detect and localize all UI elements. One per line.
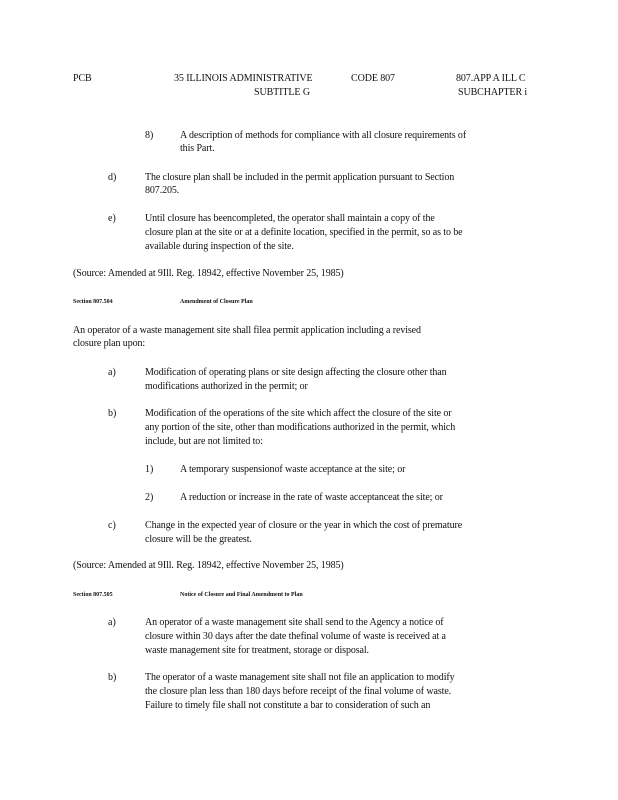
item-b-line: Failure to timely file shall not constitute a bar to consideration of such an xyxy=(145,700,431,711)
item-c-marker: c) xyxy=(108,520,116,531)
item-b-line: include, but are not limited to: xyxy=(145,436,263,447)
item-b-line: Modification of the operations of the site which affect the closure of the site or xyxy=(145,408,452,419)
item-8-line: this Part. xyxy=(180,143,215,154)
item-b1-marker: 1) xyxy=(145,464,154,475)
header-right-part: 807.APP A ILL C xyxy=(456,73,526,84)
item-b2-line: A reduction or increase in the rate of waste acceptanceat the site; or xyxy=(180,492,443,503)
item-a-line: closure within 30 days after the date thefinal volume of waste is received at a xyxy=(145,631,446,642)
item-8-line: A description of methods for compliance with all closure requirements of xyxy=(180,130,467,141)
item-b-line: any portion of the site, other than modifications authorized in the permit, which xyxy=(145,422,456,433)
item-a-line: An operator of a waste management site shall send to the Agency a notice of xyxy=(145,617,444,628)
section-title: Notice of Closure and Final Amendment to Plan xyxy=(180,592,303,598)
item-b-line: The operator of a waste management site shall not file an application to modify xyxy=(145,672,455,683)
item-b-line: the closure plan less than 180 days before receipt of the final volume of waste. xyxy=(145,686,452,697)
section-number: Section 807.504 xyxy=(73,299,113,305)
intro-line: closure plan upon: xyxy=(73,338,146,349)
item-d-line: 807.205. xyxy=(145,185,180,196)
section-title: Amendment of Closure Plan xyxy=(180,299,253,305)
item-e-line: closure plan at the site or at a definite location, specified in the permit, so as to be xyxy=(145,227,463,238)
source-note: (Source: Amended at 9Ill. Reg. 18942, effective November 25, 1985) xyxy=(73,560,344,571)
item-b-marker: b) xyxy=(108,408,117,419)
header-subtitle: SUBTITLE G xyxy=(254,87,310,98)
header-left: PCB xyxy=(73,73,92,84)
item-b-marker: b) xyxy=(108,672,117,683)
header-subchapter: SUBCHAPTER i xyxy=(458,87,528,98)
item-c-line: closure will be the greatest. xyxy=(145,534,252,545)
source-note: (Source: Amended at 9Ill. Reg. 18942, effective November 25, 1985) xyxy=(73,268,344,279)
item-d-line: The closure plan shall be included in the permit application pursuant to Section xyxy=(145,172,455,183)
item-b2-marker: 2) xyxy=(145,492,154,503)
item-c-line: Change in the expected year of closure or the year in which the cost of premature xyxy=(145,520,463,531)
item-a-marker: a) xyxy=(108,367,116,378)
item-8-marker: 8) xyxy=(145,130,154,141)
item-a-line: Modification of operating plans or site design affecting the closure other than xyxy=(145,367,447,378)
item-d-marker: d) xyxy=(108,172,117,183)
intro-line: An operator of a waste management site shall filea permit application including a revised xyxy=(73,325,421,336)
item-a-line: modifications authorized in the permit; or xyxy=(145,381,308,392)
item-e-line: Until closure has beencompleted, the operator shall maintain a copy of the xyxy=(145,213,435,224)
section-number: Section 807.505 xyxy=(73,592,113,598)
item-a-marker: a) xyxy=(108,617,116,628)
item-a-line: waste management site for treatment, storage or disposal. xyxy=(145,645,369,656)
item-b1-line: A temporary suspensionof waste acceptance at the site; or xyxy=(180,464,406,475)
item-e-line: available during inspection of the site. xyxy=(145,241,294,252)
header-title: 35 ILLINOIS ADMINISTRATIVE xyxy=(174,73,313,84)
header-code: CODE 807 xyxy=(351,73,395,84)
item-e-marker: e) xyxy=(108,213,116,224)
